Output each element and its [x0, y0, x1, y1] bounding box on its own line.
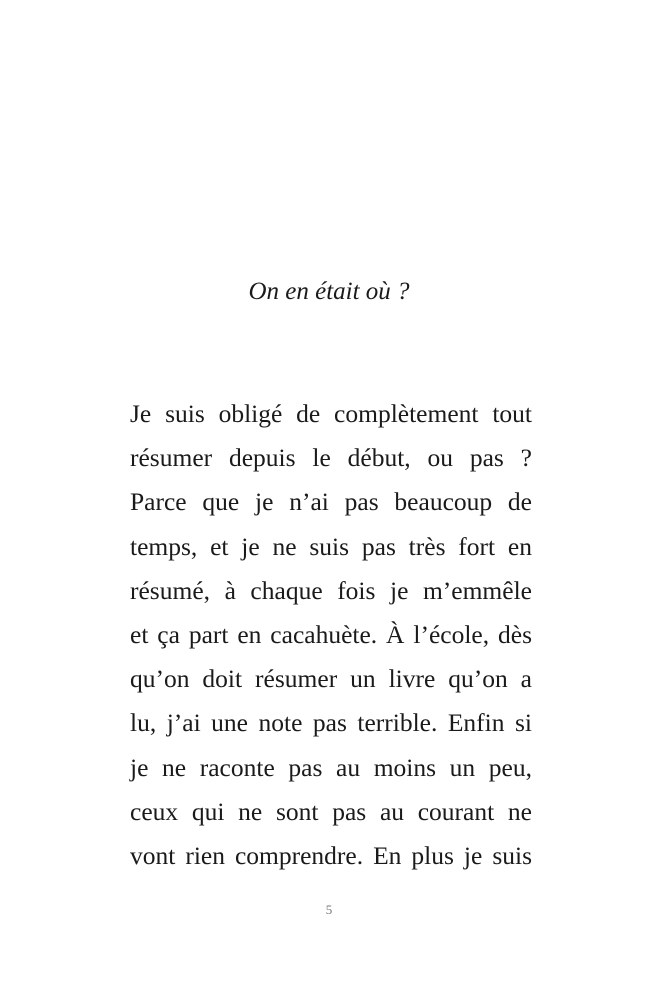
- text-line: temps, et je ne suis pas très fort en: [130, 531, 532, 561]
- text-line: résumer depuis le début, ou pas ?: [130, 443, 532, 473]
- body-paragraph: [130, 392, 532, 878]
- text-line: Je suis obligé de complètement tout: [130, 399, 532, 428]
- chapter-title: On en était où ?: [248, 278, 410, 305]
- text-line: ceux qui ne sont pas au courant ne: [130, 796, 532, 826]
- text-line: lu, j’ai une note pas terrible. Enfin si: [130, 708, 532, 738]
- text-line: et ça part en cacahuète. À l’école, dès: [130, 619, 532, 649]
- text-line: je ne raconte pas au moins un peu,: [130, 752, 532, 782]
- text-line: résumé, à chaque fois je m’emmêle: [130, 575, 532, 605]
- text-line: qu’on doit résumer un livre qu’on a: [130, 664, 532, 694]
- text-line: Parce que je n’ai pas beaucoup de: [130, 487, 532, 517]
- text-line: vont rien comprendre. En plus je suis: [130, 840, 532, 870]
- page-number: 5: [325, 902, 333, 917]
